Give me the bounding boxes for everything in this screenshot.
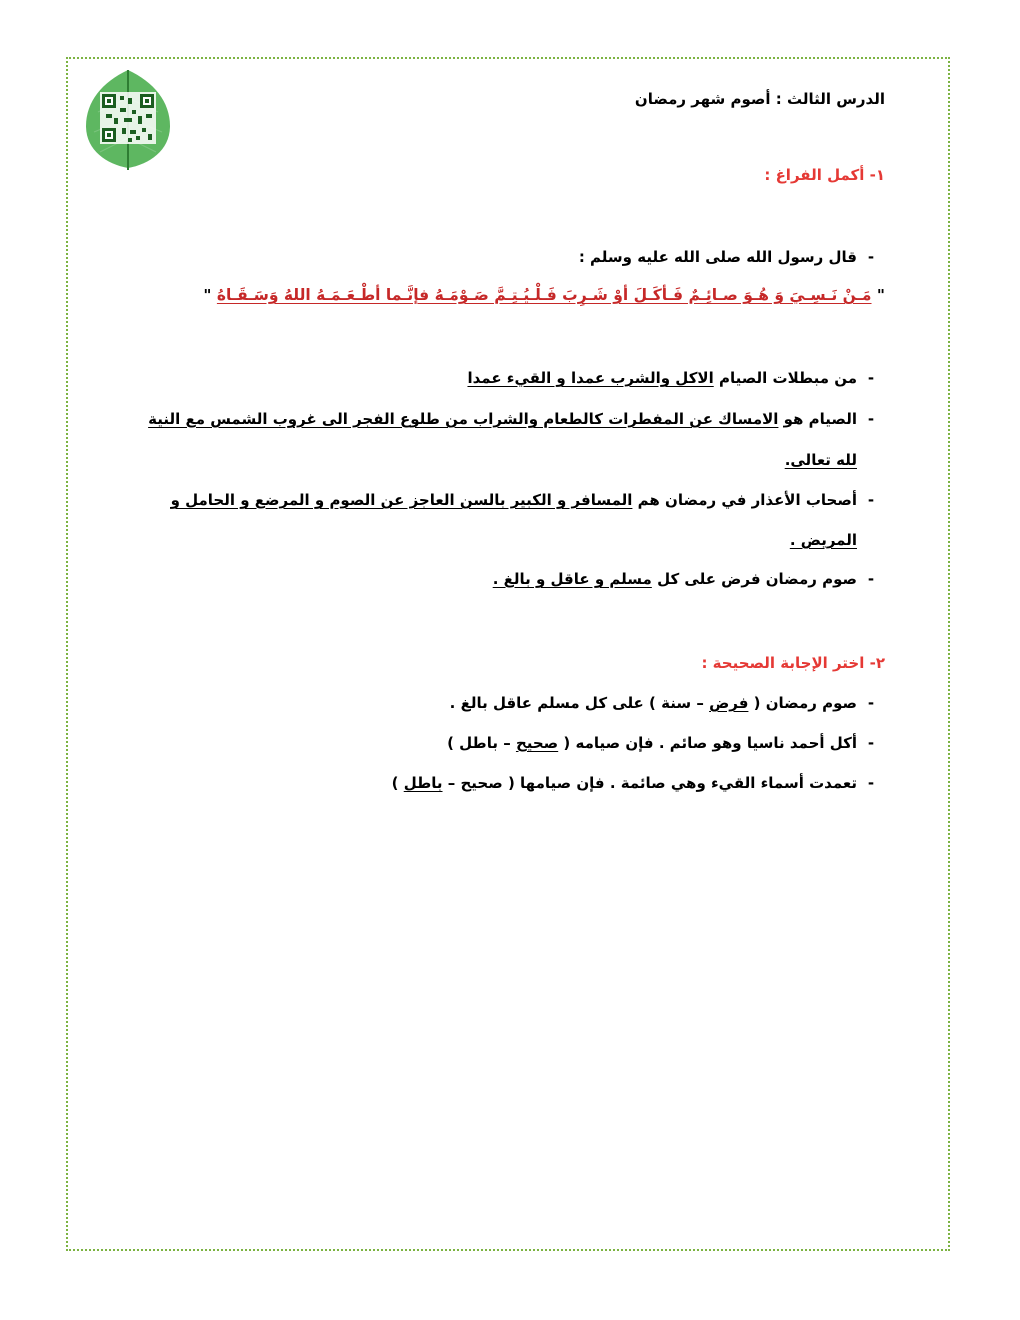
mcq-1-text: صوم رمضان ( (753, 694, 857, 712)
fill-item-2-answer-cont: لله تعالى. (784, 451, 857, 469)
bullet: - (867, 410, 875, 428)
fill-item-2-answer: الامساك عن المفطرات كالطعام والشراب من طلوع الفجر الى غروب الشمس مع النية (148, 410, 779, 428)
hadith-open-quote: " (876, 286, 885, 304)
mcq-3-text: تعمدت أسماء القيء وهي صائمة . فإن صيامها ( (507, 774, 857, 792)
mcq-2-choice-a[interactable]: صحيح (515, 734, 559, 752)
bullet: - (867, 248, 875, 266)
mcq-1-choice-b[interactable]: سنة (661, 694, 692, 712)
mcq-3-choice-b[interactable]: باطل (403, 774, 443, 792)
hadith-intro: قال رسول الله صلى الله عليه وسلم : (578, 248, 857, 266)
bullet: - (867, 774, 875, 792)
bullet: - (867, 369, 875, 387)
section2-heading: ٢- اختر الإجابة الصحيحة : (701, 654, 885, 672)
fill-item-1-prefix: من مبطلات الصيام (718, 369, 857, 387)
mcq-2-end: ) (447, 734, 454, 752)
mcq-1-choice-a[interactable]: فرض (709, 694, 749, 712)
bullet: - (867, 570, 875, 588)
fill-item-3 (171, 491, 885, 509)
mcq-3 (392, 774, 885, 792)
hadith-text: مَـنْ نَـسِـيَ وَ هُـوَ صـائِـمٌ فَـأكَـلَ أوْ شَـرِبَ فَـلْـيُـتِـمَّ صَـوْمَـهُ فإنَّـما أطْـعَـمَـهُ اللهُ وَسَـقَـاهُ (216, 286, 872, 304)
fill-item-3-prefix: أصحاب الأعذار في رمضان هم (637, 491, 857, 509)
bullet: - (867, 491, 875, 509)
section1-heading: ١- أكمل الفراغ : (764, 166, 885, 184)
fill-item-4-prefix: صوم رمضان فرض على كل (657, 570, 857, 588)
mcq-3-end: ) (391, 774, 399, 792)
mcq-3-sep: – (447, 774, 456, 792)
hadith-row (203, 286, 885, 304)
mcq-1-end: ) على كل مسلم عاقل بالغ . (449, 694, 656, 712)
fill-item-2 (148, 410, 885, 428)
leaf-qr-logo (84, 68, 172, 172)
fill-item-1 (467, 369, 885, 387)
fill-item-2-cont (785, 451, 857, 469)
fill-item-4-answer: مسلم و عاقل و بالغ . (492, 570, 652, 588)
fill-item-3-answer-cont: المريض . (789, 531, 857, 549)
hadith-intro-row (579, 248, 885, 266)
mcq-1 (450, 694, 885, 712)
fill-item-1-answer: الاكل والشرب عمدا و القيء عمدا (467, 369, 714, 387)
mcq-3-choice-a[interactable]: صحيح (460, 774, 503, 792)
lesson-title: الدرس الثالث : أصوم شهر رمضان (634, 90, 885, 108)
fill-item-3-cont (790, 531, 857, 549)
fill-item-2-prefix: الصيام هو (783, 410, 857, 428)
fill-item-3-answer: المسافر و الكبير بالسن العاجز عن الصوم و المرضع و الحامل و (170, 491, 633, 509)
fill-item-4 (493, 570, 885, 588)
mcq-2 (447, 734, 885, 752)
mcq-2-text: أكل أحمد ناسيا وهو صائم . فإن صيامه ( (563, 734, 857, 752)
mcq-2-sep: – (503, 734, 511, 752)
bullet: - (867, 694, 875, 712)
bullet: - (867, 734, 875, 752)
mcq-1-sep: – (696, 694, 704, 712)
hadith-close-quote: " (203, 286, 212, 304)
mcq-2-choice-b[interactable]: باطل (459, 734, 498, 752)
